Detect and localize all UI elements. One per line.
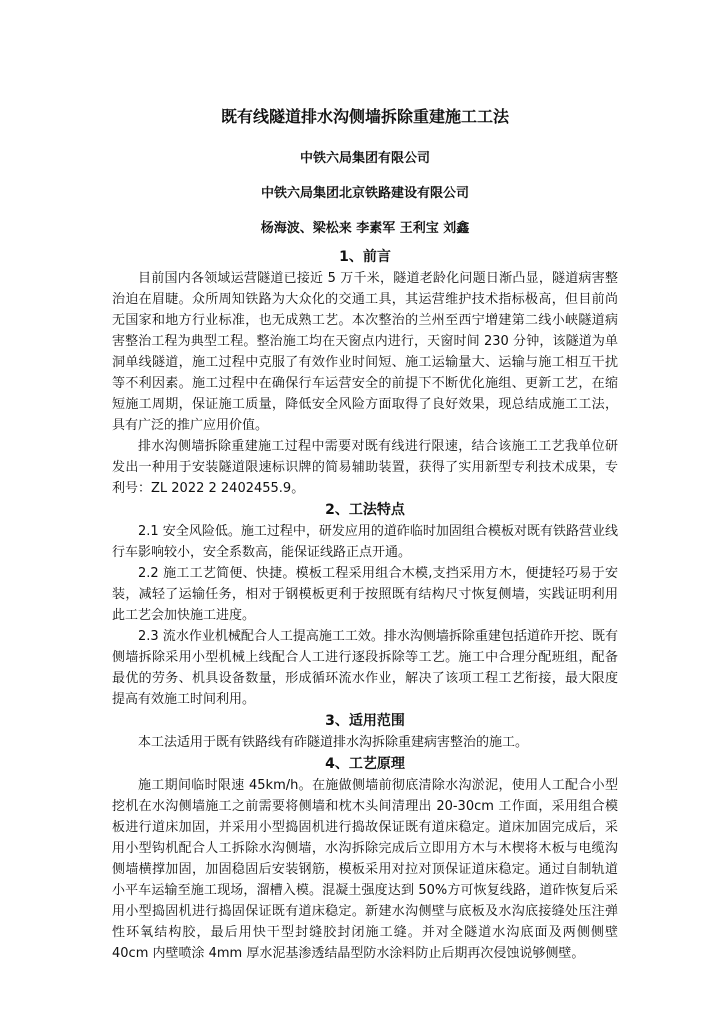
section-heading: 4、工艺原理 [325, 756, 405, 772]
section-heading: 2、工法特点 [325, 502, 405, 518]
author-organization-1: 中铁六局集团有限公司 [299, 151, 430, 166]
paragraph: 目前国内各领域运营隧道已接近 5 万千米，隧道老龄化问题日渐凸显，隧道病害整治迫在眉睫。众所周知铁路为大众化的交通工具，其运营维护技术指标极高，但目前尚无国家和地方行业标准，也无成熟工艺。本次整治的兰州至西宁增建第二线小峡隧道病害整治工程为典型工程。整治施工均在天窗点内进行，天窗时间 230 分钟，该隧道为单洞单线隧道，施工过程中克服了有效作业时间短、施工运输量大、运输与施工相互干扰等不利因素。施工过程中在确保行车运营安全的前提下不断优化施组、更新工艺，在缩短施工周期，保证施工质量，降低安全风险方面取得了良好效果，现总结成施工工法，具有广泛的推广应用价值。 [112, 271, 618, 433]
paragraph: 施工期间临时限速 45km/h。在施做侧墙前彻底清除水沟淤泥，使用人工配合小型挖机在水沟侧墙施工之前需要将侧墙和枕木头间清理出 20-30cm 工作面，采用组合模板进行道床加固，并采用小型捣固机进行捣故保证既有道床稳定。道床加固完成后，采用小型钩机配合人工拆除水沟侧墙，水沟拆除完成后立即用方木与木楔将木板与电缆沟侧墙横撑加固，加固稳固后安装钢筋，模板采用对拉对顶保证道床稳定。通过自制轨道小平车运输至施工现场，溜槽入模。混凝土强度达到 50%方可恢复线路，道砟恢复后采用小型捣固机进行捣固保证既有道床稳定。新建水沟侧壁与底板及水沟底接缝处压注弹性环氧结构胶，最后用快干型封缝胶封闭施工缝。并对全隧道水沟底面及两侧侧壁 40cm 内壁喷涂 4mm 厚水泥基渗透结晶型防水涂料防止后期再次侵蚀说够侧壁。 [112, 778, 618, 961]
document-page [112, 96, 618, 964]
section-principle [112, 753, 618, 964]
section-heading: 3、适用范围 [325, 713, 405, 729]
paragraph: 排水沟侧墙拆除重建施工过程中需要对既有线进行限速，结合该施工工艺我单位研发出一种用于安装隧道限速标识牌的简易辅助装置，获得了实用新型专利技术成果，专利号：ZL 2022 2 2402455.9。 [112, 439, 618, 496]
section-features [112, 499, 618, 710]
author-names: 杨海波、梁松来 李素军 王利宝 刘鑫 [260, 221, 470, 236]
paragraph: 本工法适用于既有铁路线有砟隧道排水沟拆除重建病害整治的施工。 [138, 735, 529, 750]
section-heading: 1、前言 [339, 249, 391, 265]
paragraph: 2.1 安全风险低。施工过程中，研发应用的道砟临时加固组合模板对既有铁路营业线行车影响较小，安全系数高，能保证线路正点开通。 [112, 524, 618, 560]
section-scope [112, 710, 618, 753]
section-introduction [112, 246, 618, 499]
document-title: 既有线隧道排水沟侧墙拆除重建施工工法 [220, 107, 509, 126]
paragraph: 2.2 施工工艺简便、快捷。模板工程采用组合木模,支挡采用方木，便捷轻巧易于安装，减轻了运输任务，相对于钢模板更利于按照既有结构尺寸恢复侧墙，实践证明利用此工艺会加快施工进度。 [112, 566, 618, 623]
author-organization-2: 中铁六局集团北京铁路建设有限公司 [260, 186, 469, 201]
paragraph: 2.3 流水作业机械配合人工提高施工工效。排水沟侧墙拆除重建包括道砟开挖、既有侧墙拆除采用小型机械上线配合人工进行逐段拆除等工艺。施工中合理分配班组，配备最优的劳务、机具设备数量，形成循环流水作业，解决了该项工程工艺衔接，最大限度提高有效施工时间利用。 [112, 629, 618, 707]
